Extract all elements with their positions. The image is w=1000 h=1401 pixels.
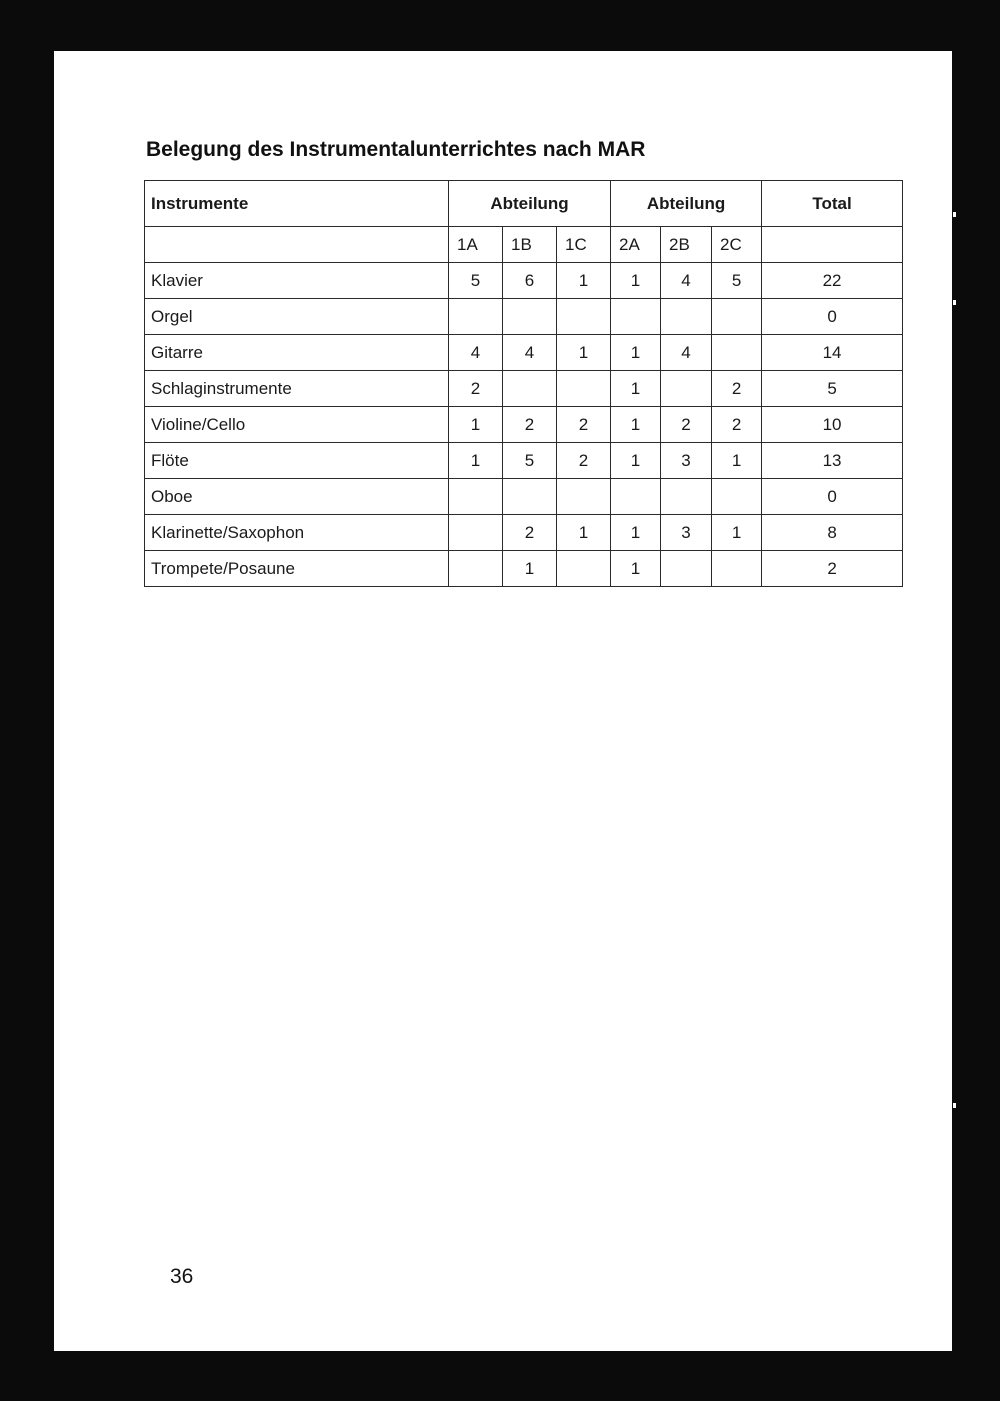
instrument-name: Trompete/Posaune	[145, 551, 449, 587]
count-cell: 1	[611, 515, 661, 551]
subheader-cell: 1A	[449, 227, 503, 263]
subheader-cell	[762, 227, 903, 263]
count-cell: 5	[712, 263, 762, 299]
total-cell: 22	[762, 263, 903, 299]
subheader-cell	[145, 227, 449, 263]
subheader-cell: 2B	[661, 227, 712, 263]
count-cell: 2	[557, 443, 611, 479]
total-cell: 0	[762, 299, 903, 335]
table-row	[145, 443, 903, 479]
header-instruments: Instrumente	[145, 181, 449, 227]
count-cell	[712, 551, 762, 587]
count-cell: 2	[661, 407, 712, 443]
count-cell: 2	[503, 515, 557, 551]
count-cell	[449, 551, 503, 587]
count-cell: 1	[611, 263, 661, 299]
total-cell: 14	[762, 335, 903, 371]
count-cell: 1	[712, 515, 762, 551]
count-cell	[661, 479, 712, 515]
page-number: 36	[170, 1265, 194, 1288]
count-cell	[712, 299, 762, 335]
count-cell	[557, 371, 611, 407]
table-row	[145, 371, 903, 407]
count-cell: 4	[661, 263, 712, 299]
count-cell	[503, 371, 557, 407]
count-cell: 5	[449, 263, 503, 299]
count-cell: 4	[661, 335, 712, 371]
table-row	[145, 407, 903, 443]
instrument-table	[144, 180, 903, 587]
table-row	[145, 299, 903, 335]
count-cell: 4	[449, 335, 503, 371]
count-cell	[611, 479, 661, 515]
count-cell: 3	[661, 443, 712, 479]
count-cell	[611, 299, 661, 335]
count-cell: 2	[503, 407, 557, 443]
count-cell: 1	[503, 551, 557, 587]
count-cell	[503, 479, 557, 515]
count-cell: 1	[611, 371, 661, 407]
count-cell: 1	[557, 335, 611, 371]
count-cell: 1	[449, 443, 503, 479]
count-cell: 1	[557, 515, 611, 551]
table-row	[145, 263, 903, 299]
count-cell: 3	[661, 515, 712, 551]
count-cell: 1	[611, 335, 661, 371]
total-cell: 10	[762, 407, 903, 443]
scan-edge-mark	[953, 1103, 956, 1108]
total-cell: 13	[762, 443, 903, 479]
instrument-name: Orgel	[145, 299, 449, 335]
instrument-name: Gitarre	[145, 335, 449, 371]
scan-edge-mark	[953, 300, 956, 305]
instrument-name: Klavier	[145, 263, 449, 299]
count-cell: 1	[449, 407, 503, 443]
table-row	[145, 551, 903, 587]
instrument-name: Klarinette/Saxophon	[145, 515, 449, 551]
count-cell: 5	[503, 443, 557, 479]
count-cell: 1	[557, 263, 611, 299]
instrument-name: Schlaginstrumente	[145, 371, 449, 407]
subheader-cell: 2A	[611, 227, 661, 263]
scan-edge-mark	[953, 212, 956, 217]
subheader-cell: 2C	[712, 227, 762, 263]
table-row	[145, 515, 903, 551]
count-cell	[712, 479, 762, 515]
instrument-name: Oboe	[145, 479, 449, 515]
subheader-row	[145, 227, 903, 263]
total-cell: 0	[762, 479, 903, 515]
header-abteilung-1: Abteilung	[449, 181, 611, 227]
count-cell	[449, 299, 503, 335]
count-cell: 2	[712, 407, 762, 443]
count-cell	[557, 551, 611, 587]
count-cell	[557, 299, 611, 335]
header-row	[145, 181, 903, 227]
subheader-cell: 1C	[557, 227, 611, 263]
count-cell	[449, 515, 503, 551]
instrument-name: Flöte	[145, 443, 449, 479]
subheader-cell: 1B	[503, 227, 557, 263]
count-cell	[661, 551, 712, 587]
count-cell	[503, 299, 557, 335]
total-cell: 2	[762, 551, 903, 587]
count-cell: 2	[712, 371, 762, 407]
instrument-name: Violine/Cello	[145, 407, 449, 443]
count-cell: 1	[611, 407, 661, 443]
count-cell	[661, 371, 712, 407]
header-abteilung-2: Abteilung	[611, 181, 762, 227]
count-cell	[449, 479, 503, 515]
table-row	[145, 479, 903, 515]
count-cell: 1	[611, 551, 661, 587]
count-cell	[557, 479, 611, 515]
count-cell	[712, 335, 762, 371]
count-cell: 1	[712, 443, 762, 479]
count-cell	[661, 299, 712, 335]
count-cell: 4	[503, 335, 557, 371]
page-title: Belegung des Instrumentalunterrichtes nach MAR	[146, 138, 646, 161]
table-body	[145, 181, 903, 587]
count-cell: 6	[503, 263, 557, 299]
header-total: Total	[762, 181, 903, 227]
total-cell: 8	[762, 515, 903, 551]
total-cell: 5	[762, 371, 903, 407]
count-cell: 1	[611, 443, 661, 479]
count-cell: 2	[557, 407, 611, 443]
table-row	[145, 335, 903, 371]
count-cell: 2	[449, 371, 503, 407]
document-page	[54, 51, 952, 1351]
